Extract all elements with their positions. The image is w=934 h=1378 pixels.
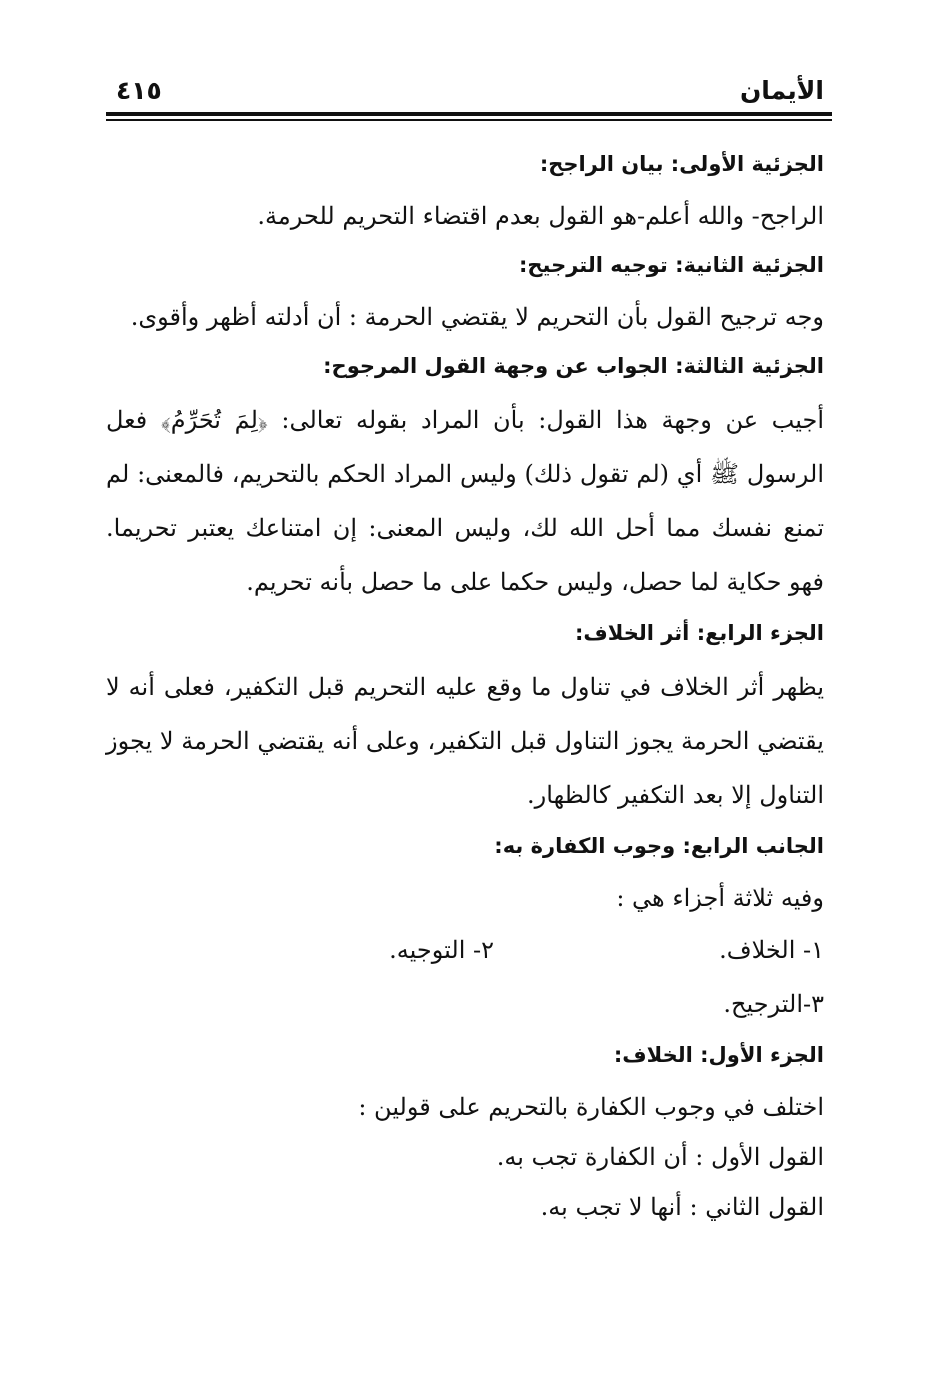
page-body [106,140,824,1232]
section-heading: الجزء الرابع: أثر الخلاف: [574,621,824,645]
paragraph: يظهر أثر الخلاف في تناول ما وقع عليه التحريم قبل التكفير، فعلى أنه لا يقتضي الحرمة يجوز التناول قبل التكفير، وعلى أنه يقتضي الحرمة لا يجوز التناول إلا بعد التكفير كالظهار. [106,673,824,809]
section-heading: الجزئية الأولى: بيان الراجح: [539,152,824,176]
paragraph: وفيه ثلاثة أجزاء هي : [616,884,824,912]
paragraph: اختلف في وجوب الكفارة بالتحريم على قولين : [358,1093,824,1121]
list-item: ٢- التوجيه. [389,936,494,964]
numbered-list-row [106,977,824,1031]
paragraph: أجيب عن وجهة هذا القول: بأن المراد بقوله تعالى: ﴿لِمَ تُحَرِّمُ﴾ فعل الرسول ﷺ أي (لم تقول ذلك) وليس المراد الحكم بالتحريم، فالمعنى: لم تمنع نفسك مما أحل الله لك، وليس المعنى: إن امتناعك يعتبر تحريما. فهو حكاية لما حصل، وليس حكما على ما حصل بأنه تحريم. [106,406,824,596]
paragraph: القول الأول : أن الكفارة تجب به. [496,1143,824,1171]
paragraph: القول الثاني : أنها لا تجب به. [540,1193,824,1221]
list-item: ٣-الترجيح. [723,990,824,1018]
numbered-list-row [106,923,824,977]
header-rule-thin [106,119,832,121]
section-heading: الجزئية الثالثة: الجواب عن وجهة القول المرجوح: [323,354,824,378]
paragraph: وجه ترجيح القول بأن التحريم لا يقتضي الحرمة : أن أدلته أظهر وأقوى. [130,303,824,331]
list-item: ١- الخلاف. [719,936,824,964]
page-number: ٤١٥ [116,76,162,105]
paragraph: الراجح- والله أعلم-هو القول بعدم اقتضاء التحريم للحرمة. [257,202,824,230]
running-header [108,74,830,114]
chapter-title: الأيمان [739,76,824,105]
section-heading: الجزء الأول: الخلاف: [613,1043,824,1067]
section-heading: الجانب الرابع: وجوب الكفارة به: [494,834,824,858]
header-rule-thick [106,112,832,116]
section-heading: الجزئية الثانية: توجيه الترجيح: [519,253,824,277]
